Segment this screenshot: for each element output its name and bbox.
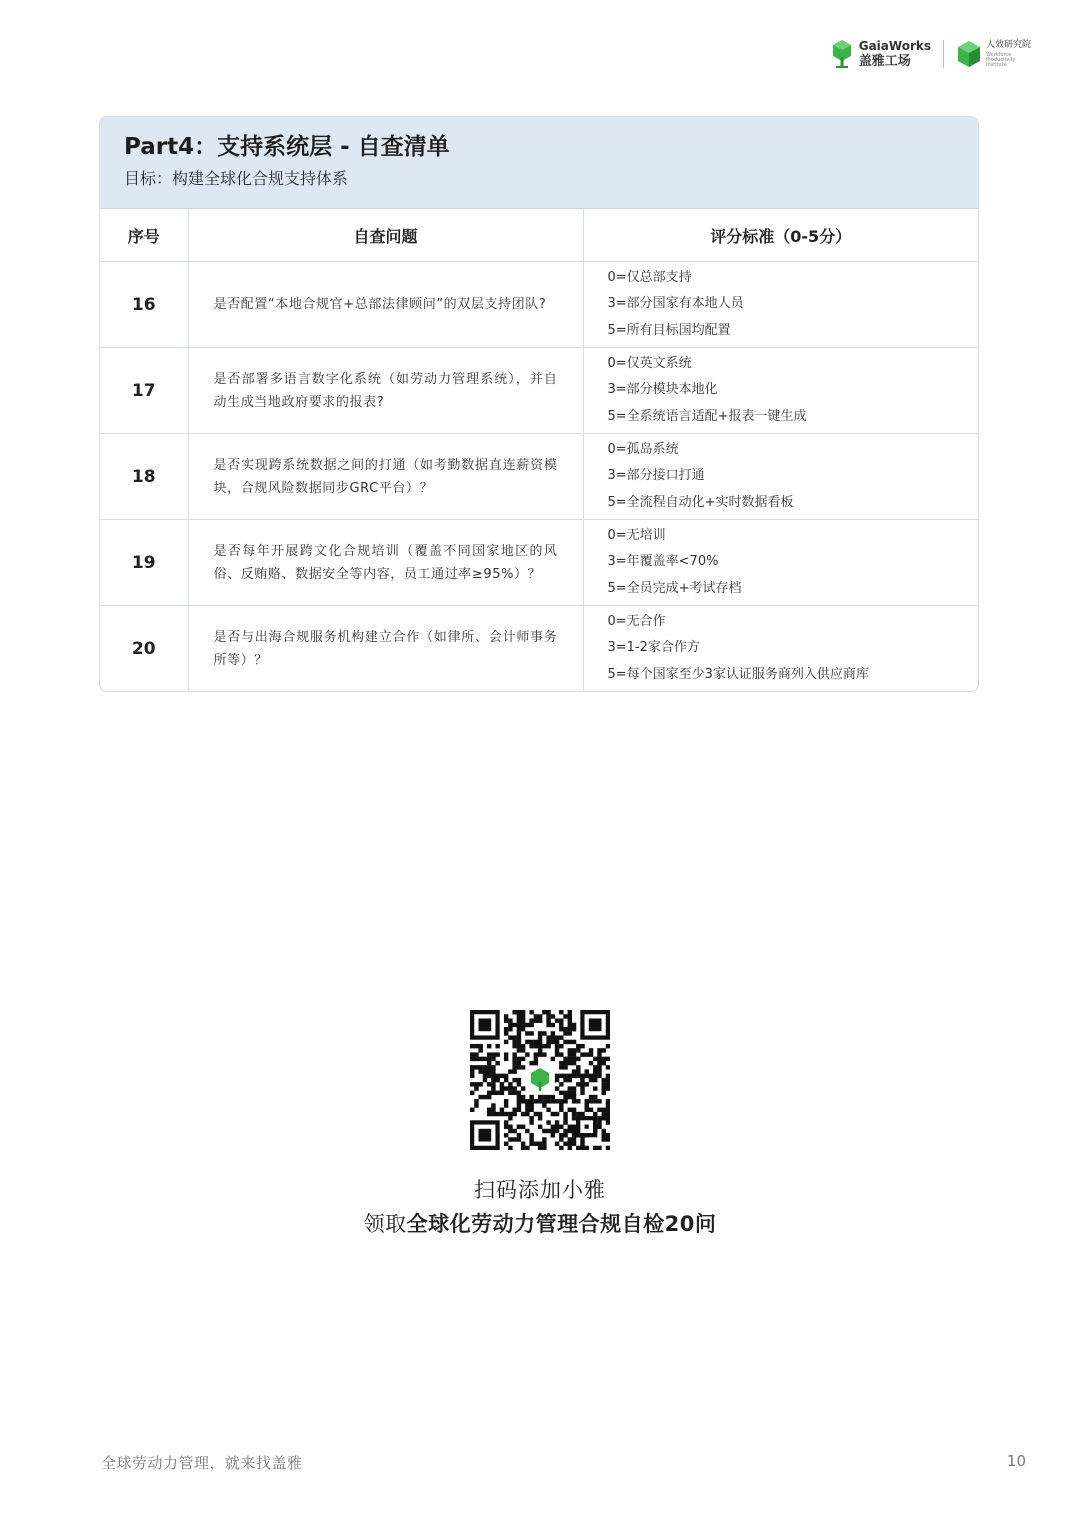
score-5: 5=全流程自动化+实时数据看板 [607,494,794,510]
column-header-question: 自查问题 [188,209,583,262]
qr-code-image [470,1010,610,1150]
table-row [100,606,978,692]
score-0: 0=无合作 [607,613,666,629]
gaiaworks-name-zh: 盖雅工场 [858,54,911,69]
card-subtitle: 目标：构建全球化合规支持体系 [124,169,349,188]
checklist-table [100,209,978,691]
institute-logo [956,39,1032,69]
column-header-no: 序号 [100,209,188,262]
score-3: 3=1-2家合作方 [607,640,700,656]
institute-name-en: Workforce Productivity Institute [986,51,1016,68]
table-row [100,262,978,348]
institute-name-zh: 人效研究院 [986,39,1032,50]
row-question: 是否配置“本地合规官+总部法律顾问”的双层支持团队? [188,262,583,348]
cta-offer-prefix: 领取 [363,1212,407,1236]
row-question: 是否实现跨系统数据之间的打通（如考勤数据直连薪资模块，合规风险数据同步GRC平台）？ [188,434,583,520]
score-3: 3=部分接口打通 [607,468,705,484]
header-logos [831,36,1032,72]
row-scores [583,606,978,692]
score-0: 0=孤岛系统 [607,441,679,457]
row-question: 是否每年开展跨文化合规培训（覆盖不同国家地区的风俗、反贿赂、数据安全等内容，员工通过率≥95%）？ [188,520,583,606]
score-5: 5=所有目标国均配置 [607,322,731,338]
qr-code[interactable] [470,1010,610,1150]
row-scores [583,520,978,606]
tree-icon [831,39,853,69]
score-0: 0=仅英文系统 [607,355,692,371]
cta-offer-highlight: 全球化劳动力管理合规自检20问 [406,1212,717,1236]
row-number: 20 [100,606,188,692]
footer-slogan: 全球劳动力管理，就来找盖雅 [101,1454,303,1472]
page-number: 10 [1006,1452,1026,1470]
score-3: 3=部分模块本地化 [607,382,718,398]
gaiaworks-logo [831,39,931,69]
row-question: 是否部署多语言数字化系统（如劳动力管理系统），并自动生成当地政府要求的报表? [188,348,583,434]
table-row [100,520,978,606]
score-0: 0=无培训 [607,527,666,543]
score-3: 3=部分国家有本地人员 [607,296,744,312]
cube-icon [956,39,982,69]
card-title: Part4：支持系统层 - 自查清单 [124,134,450,160]
row-number: 18 [100,434,188,520]
cta-offer-text [0,1208,1080,1238]
score-5: 5=每个国家至少3家认证服务商列入供应商库 [607,666,869,682]
table-header-row [100,209,978,262]
score-5: 5=全系统语言适配+报表一键生成 [607,408,807,424]
cta-scan-text: 扫码添加小雅 [474,1178,606,1202]
row-question: 是否与出海合规服务机构建立合作（如律所、会计师事务所等）？ [188,606,583,692]
table-row [100,348,978,434]
row-scores [583,434,978,520]
score-0: 0=仅总部支持 [607,269,692,285]
score-3: 3=年覆盖率<70% [607,554,719,570]
column-header-score: 评分标准（0-5分） [583,209,978,262]
row-scores [583,262,978,348]
card-header [100,117,978,209]
row-number: 17 [100,348,188,434]
score-5: 5=全员完成+考试存档 [607,580,742,596]
row-scores [583,348,978,434]
logo-divider [943,40,944,68]
gaiaworks-name-en: GaiaWorks [858,39,931,53]
table-row [100,434,978,520]
row-number: 19 [100,520,188,606]
row-number: 16 [100,262,188,348]
checklist-card [99,116,979,692]
